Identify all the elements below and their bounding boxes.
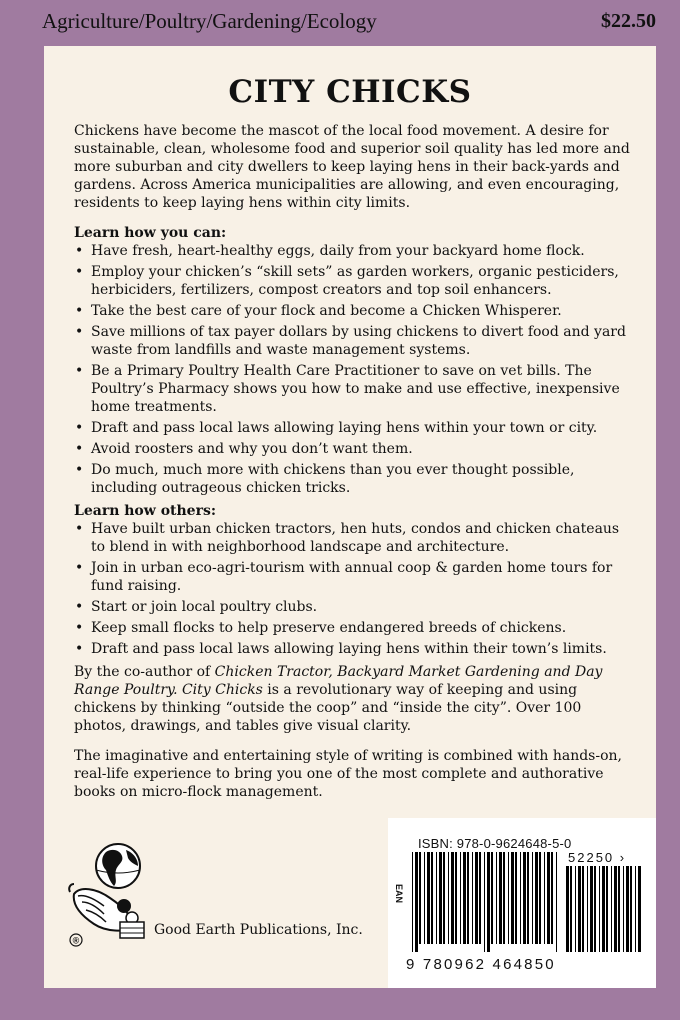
- book-titles-italic: Chicken Tractor, Backyard Market Gardening and Day Range Poultry. City Chicks: [74, 664, 603, 698]
- book-title: CITY CHICKS: [228, 74, 472, 110]
- barcode-bar: [491, 852, 493, 944]
- barcode-bar: [590, 866, 593, 952]
- barcode-bar: [415, 852, 418, 952]
- barcode-bar: [594, 866, 596, 952]
- price-barcode: [566, 866, 644, 952]
- list-item: • Draft and pass local laws allowing laying hens within your town or city.: [74, 419, 630, 437]
- barcode-bar: [451, 852, 454, 944]
- price-code: [568, 850, 626, 865]
- barcode-bar: [587, 866, 588, 952]
- section-heading-you-can: Learn how you can:: [74, 225, 227, 241]
- section-heading-others: Learn how others:: [74, 503, 217, 519]
- barcode-bar: [424, 852, 425, 944]
- barcode-bar: [467, 852, 469, 944]
- list-item: • Take the best care of your flock and become a Chicken Whisperer.: [74, 302, 630, 320]
- barcode-bar: [535, 852, 538, 944]
- barcode-bar: [443, 852, 445, 944]
- barcode-bar: [532, 852, 533, 944]
- list-item: • Have built urban chicken tractors, hen huts, condos and chicken chateaus to blend in with neighborhood landscape and architecture.: [74, 520, 630, 556]
- barcode-bar: [614, 866, 617, 952]
- barcode-bar: [472, 852, 473, 944]
- style-paragraph: The imaginative and entertaining style of writing is combined with hands-on, real-life experience to bring you one of the most complete and authorative books on micro-flock management.: [74, 748, 622, 800]
- barcode-bar: [539, 852, 541, 944]
- ean-label: EAN: [394, 884, 404, 904]
- barcode-bar: [623, 866, 624, 952]
- barcode-bar: [611, 866, 612, 952]
- barcode-bar: [508, 852, 509, 944]
- barcode-bar: [455, 852, 457, 944]
- barcode-bar: [544, 852, 545, 944]
- category-label: Agriculture/Poultry/Gardening/Ecology: [42, 8, 377, 33]
- barcode-bar: [599, 866, 600, 952]
- barcode-bar: [479, 852, 481, 944]
- barcode-bar: [503, 852, 505, 944]
- barcode-bar: [566, 866, 569, 952]
- price-code-digits: 52250: [568, 850, 615, 865]
- list-you-can: [74, 242, 630, 497]
- publisher-name: Good Earth Publications, Inc.: [154, 922, 363, 938]
- list-item: • Save millions of tax payer dollars by using chickens to divert food and yard waste from landfills and waste management systems.: [74, 323, 630, 359]
- barcode-bar: [448, 852, 449, 944]
- barcode-bar: [618, 866, 620, 952]
- barcode-bar: [431, 852, 433, 944]
- ean-barcode: [412, 852, 562, 952]
- intro-paragraph: Chickens have become the mascot of the local food movement. A desire for sustainable, clean, wholesome food and superior soil quality has led more and more suburban and city dwellers to keep laying hens in their back-yards and gardens. Across America municipalities are allowing, and even encouraging, residents to keep laying hens within city limits.: [74, 123, 630, 211]
- list-item: • Do much, much more with chickens than you ever thought possible, including outrageous chicken tricks.: [74, 461, 630, 497]
- list-item: • Keep small flocks to help preserve endangered breeds of chickens.: [74, 619, 630, 637]
- barcode-bar: [412, 852, 413, 952]
- barcode-bar: [463, 852, 466, 944]
- cover-text: [74, 122, 630, 813]
- barcode-bar: [606, 866, 608, 952]
- barcode-bar: [427, 852, 430, 944]
- isbn-digits: 9 780962 464850: [406, 956, 556, 973]
- barcode-bar: [578, 866, 581, 952]
- list-item: • Have fresh, heart-healthy eggs, daily from your backyard home flock.: [74, 242, 630, 260]
- barcode-bar: [626, 866, 629, 952]
- barcode-bar: [520, 852, 521, 944]
- barcode-bar: [602, 866, 605, 952]
- barcode-bar: [515, 852, 517, 944]
- barcode-bar: [575, 866, 576, 952]
- list-item: • Start or join local poultry clubs.: [74, 598, 630, 616]
- barcode-bar: [556, 852, 557, 952]
- isbn-label: ISBN: 978-0-9624648-5-0: [418, 836, 572, 851]
- barcode-bar: [436, 852, 437, 944]
- barcode-bar: [635, 866, 636, 952]
- barcode-bar: [630, 866, 632, 952]
- list-item: • Join in urban eco-agri-tourism with annual coop & garden home tours for fund raising.: [74, 559, 630, 595]
- list-item: • Avoid roosters and why you don’t want them.: [74, 440, 630, 458]
- list-item: • Employ your chicken’s “skill sets” as garden workers, organic pesticiders, herbiciders, fertilizers, compost creators and top soil enhancers.: [74, 263, 630, 299]
- barcode-area: [388, 818, 656, 988]
- barcode-bar: [439, 852, 442, 944]
- barcode-bar: [419, 852, 421, 944]
- author-paragraph: [74, 663, 630, 735]
- price-code-arrow: ›: [619, 850, 627, 865]
- barcode-bar: [582, 866, 584, 952]
- list-others: [74, 520, 630, 658]
- top-bar: [0, 0, 680, 46]
- publisher-logo-icon: [66, 836, 156, 956]
- list-item: • Draft and pass local laws allowing laying hens within their town’s limits.: [74, 640, 630, 658]
- barcode-bar: [496, 852, 497, 944]
- list-item: • Be a Primary Poultry Health Care Practitioner to save on vet bills. The Poultry’s Pharmacy shows you how to make and use effective, inexpensive home treatments.: [74, 362, 630, 416]
- barcode-bar: [487, 852, 490, 952]
- barcode-bar: [638, 866, 641, 952]
- barcode-bar: [511, 852, 514, 944]
- barcode-bar: [499, 852, 502, 944]
- barcode-bar: [547, 852, 550, 944]
- barcode-bar: [570, 866, 572, 952]
- registered-mark: ®: [72, 935, 80, 946]
- barcode-bar: [460, 852, 461, 944]
- barcode-bar: [527, 852, 529, 944]
- barcode-bar: [475, 852, 478, 944]
- author-text-rest: is a revolutionary way of keeping and using chickens by thinking “outside the coop” and “inside the city”. Over 100 photos, drawings, and tables give visual clarity.: [74, 682, 582, 734]
- price-label: $22.50: [601, 9, 656, 32]
- author-text-lead: By the co-author of: [74, 664, 215, 680]
- barcode-bar: [523, 852, 526, 944]
- barcode-bar: [484, 852, 485, 952]
- barcode-bar: [551, 852, 553, 944]
